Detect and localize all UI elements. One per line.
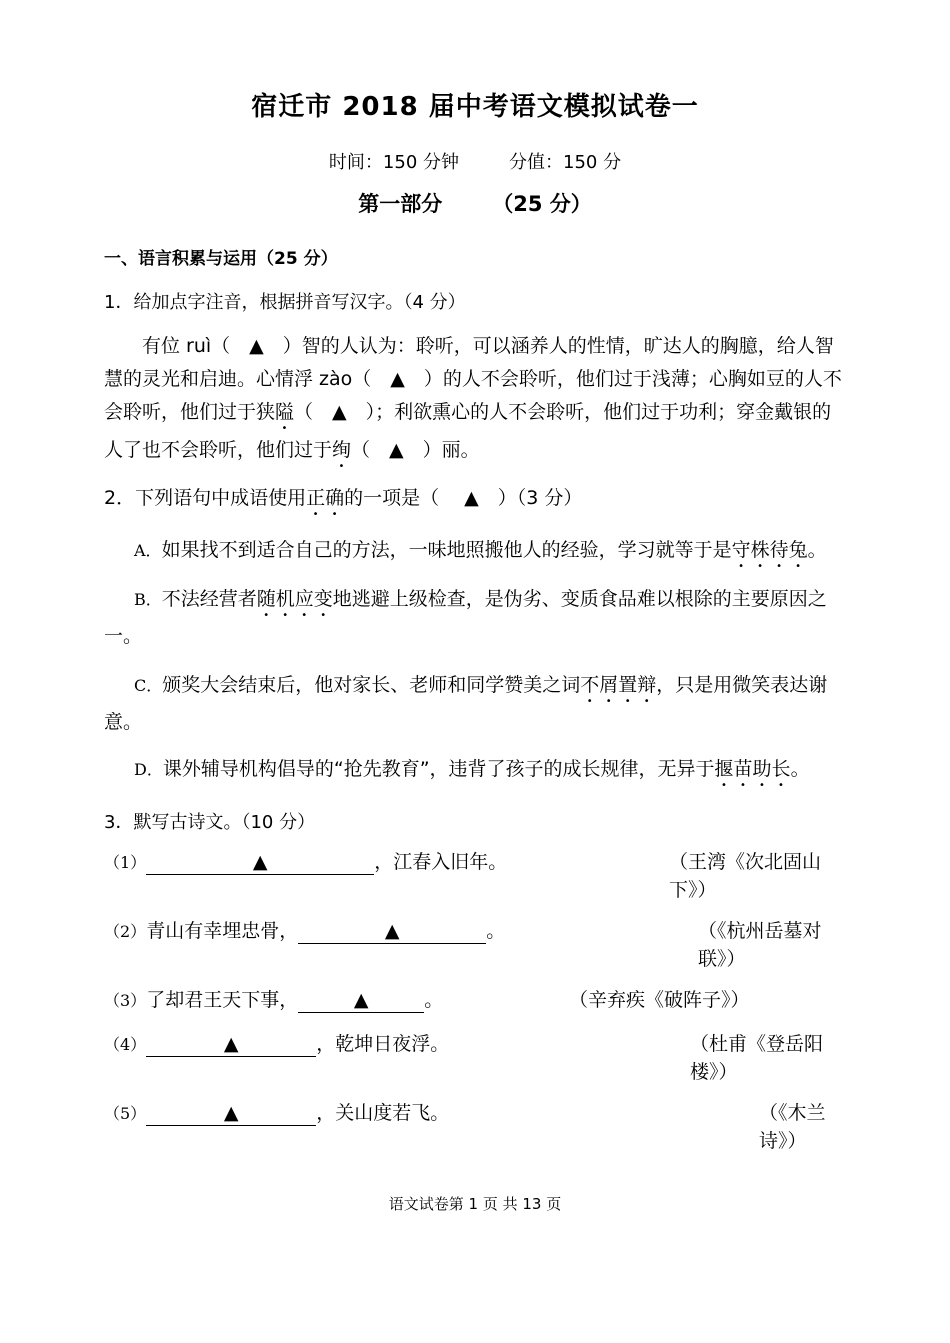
option-d: D．课外辅导机构倡导的“抢先教育”，违背了孩子的成长规律，无异于揠苗助长。 [134,758,810,780]
question-2-stem: 2．下列语句中成语使用正确的一项是（ ▲ ）（3 分） [104,487,583,509]
exam-score: 分值：150 分 [509,152,622,173]
exam-meta [0,148,950,174]
dotted-char: 隘 [275,401,295,423]
exam-time: 时间：150 分钟 [328,152,459,173]
poem-source: （王湾《次北固山下》） [669,851,822,901]
question-3-stem: 3．默写古诗文。（10 分） [104,812,316,833]
poem-source: （杜甫《登岳阳楼》） [690,1033,824,1083]
poem-item-4: （4） ▲ ，乾坤日夜浮。 （杜甫《登岳阳楼》） [104,1030,839,1059]
poem-item-1: （1） ▲ ，江春入旧年。 （王湾《次北固山下》） [104,848,839,877]
fill-blank: ▲ [146,850,374,875]
dotted-char: 绚 [332,439,352,461]
poem-item-5: （5） ▲ ，关山度若飞。 （《木兰诗》） [104,1099,839,1128]
fill-blank: ▲ [298,988,424,1013]
poem-source: （辛弃疾《破阵子》） [569,989,750,1011]
exam-title: 宿迁市 2018 届中考语文模拟试卷一 [251,92,699,122]
part-heading [0,188,950,218]
part-points: （25 分） [492,192,592,216]
fill-blank: ▲ [146,1032,316,1057]
poem-item-3: （3）了却君王天下事， ▲ 。 （辛弃疾《破阵子》） [104,986,839,1015]
section-heading: 一、语言积累与运用（25 分） [104,249,338,269]
option-a: A．如果找不到适合自己的方法，一味地照搬他人的经验，学习就等于是守株待兔。 [134,539,827,561]
fill-blank: ▲ [146,1101,316,1126]
question-1-passage: 有位 ruì（ ▲ ）智的人认为：聆听，可以涵养人的性情，旷达人的胸臆，给人智慧的灵光和启迪。心情浮 zào（ ▲ ）的人不会聆听，他们过于浅薄；心胸如豆的人不会聆听，他们过于狭隘（ ▲ ）；利欲熏心的人不会聆听，他们过于功利；穿金戴银的人了也不会聆听，他们过于绚（ ▲ ）丽。 [104,335,842,461]
page-footer: 语文试卷第 1 页 共 13 页 [388,1195,562,1213]
poem-source: （《杭州岳墓对联》） [698,920,822,970]
question-1-stem: 1．给加点字注音，根据拼音写汉字。（4 分） [104,292,466,313]
fill-blank: ▲ [298,919,486,944]
part-name: 第一部分 [358,192,443,216]
option-c: C．颁奖大会结束后，他对家长、老师和同学赞美之词不屑置辩，只是用微笑表达谢意。 [104,674,828,733]
poem-item-2: （2）青山有幸埋忠骨， ▲ 。 （《杭州岳墓对联》） [104,917,839,946]
option-b: B．不法经营者随机应变地逃避上级检查，是伪劣、变质食品难以根除的主要原因之一。 [104,588,827,647]
poem-source: （《木兰诗》） [759,1102,826,1152]
